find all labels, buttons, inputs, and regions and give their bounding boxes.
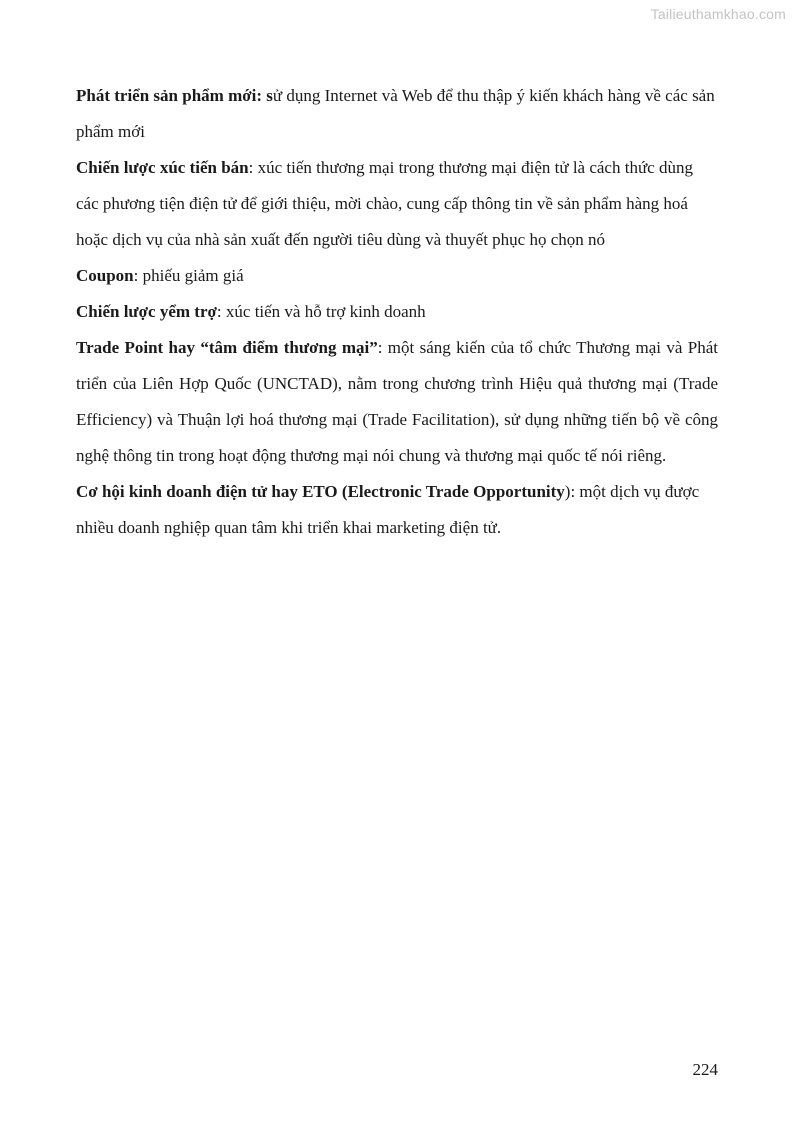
document-body xyxy=(76,78,718,546)
entry-term: Chiến lược yểm trợ xyxy=(76,302,217,321)
entry-term: Phát triển sản phẩm mới: s xyxy=(76,86,273,105)
entry-term: Trade Point hay “tâm điểm thương mại” xyxy=(76,338,378,357)
watermark-text: Tailieuthamkhao.com xyxy=(650,6,786,22)
entry-sales-promotion-strategy xyxy=(76,150,718,258)
entry-term: Cơ hội kinh doanh điện tử hay ETO (Electronic Trade Opportunity xyxy=(76,482,565,501)
entry-definition: : xúc tiến thương mại trong thương mại điện tử là cách thức dùng các phương tiện điện tử để giới thiệu, mời chào, cung cấp thông tin về sản phẩm hàng hoá hoặc dịch vụ của nhà sản xuất đến người tiêu dùng và thuyết phục họ chọn nó xyxy=(76,158,693,249)
entry-support-strategy xyxy=(76,294,718,330)
page-number: 224 xyxy=(692,1060,718,1079)
entry-definition: ử dụng Internet và Web để thu thập ý kiến khách hàng về các sản phẩm mới xyxy=(76,86,715,141)
entry-term: Coupon xyxy=(76,266,134,285)
entry-new-product-development xyxy=(76,78,718,150)
entry-eto xyxy=(76,474,718,546)
entry-trade-point xyxy=(76,330,718,474)
entry-coupon xyxy=(76,258,718,294)
entry-definition: ): một dịch vụ được nhiều doanh nghiệp quan tâm khi triển khai marketing điện tử. xyxy=(76,482,700,537)
entry-term: Chiến lược xúc tiến bán xyxy=(76,158,249,177)
entry-definition: : một sáng kiến của tổ chức Thương mại và Phát triển của Liên Hợp Quốc (UNCTAD), nằm trong chương trình Hiệu quả thương mại (Trade Efficiency) và Thuận lợi hoá thương mại (Trade Facilitation), sử dụng những tiến bộ về công nghệ thông tin trong hoạt động thương mại nói chung và thương mại quốc tế nói riêng. xyxy=(76,338,718,465)
entry-definition: : phiếu giảm giá xyxy=(133,266,244,285)
entry-definition: : xúc tiến và hỗ trợ kinh doanh xyxy=(216,302,426,321)
